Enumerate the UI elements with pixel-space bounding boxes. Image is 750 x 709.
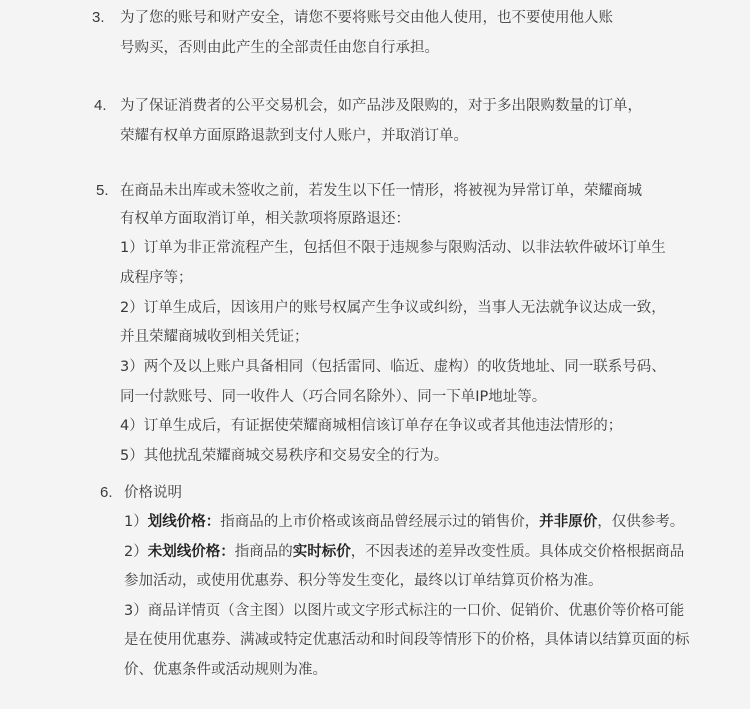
uncrossed-price-term: 未划线价格： — [147, 544, 235, 560]
item-5-sub-3-line-1: 3）两个及以上账户具备相同（包括雷同、临近、虚构）的收货地址、同一联系号码、 — [120, 359, 666, 375]
price-note-1 — [124, 512, 684, 532]
price-note-3-line-3: 价、优惠条件或活动规则为准。 — [124, 662, 327, 678]
price-note-2-line-2: 参加活动，或使用优惠券、积分等发生变化，最终以订单结算页价格为准。 — [124, 573, 603, 589]
item-6-number: 6. — [100, 484, 113, 501]
item-5-sub-2-line-1: 2）订单生成后，因该用户的账号权属产生争议或纠纷，当事人无法就争议达成一致， — [120, 300, 666, 316]
price-note-2-text-2: ，不因表述的差异改变性质。具体成交价格根据商品 — [350, 544, 685, 560]
crossed-price-term: 划线价格： — [147, 514, 221, 530]
item-5-sub-2-line-2: 并且荣耀商城收到相关凭证； — [120, 329, 309, 345]
price-note-1-prefix: 1） — [124, 514, 148, 530]
item-4-line-2: 荣耀有权单方面原路退款到支付人账户，并取消订单。 — [120, 128, 468, 144]
item-4-number: 4. — [94, 97, 107, 114]
price-note-1-text-1: 指商品的上市价格或该商品曾经展示过的销售价， — [220, 514, 540, 530]
item-3-line-2: 号购买，否则由此产生的全部责任由您自行承担。 — [120, 40, 439, 56]
item-5-sub-3-line-2: 同一付款账号、同一收件人（巧合同名除外）、同一下单IP地址等。 — [120, 389, 547, 405]
price-note-3-line-1: 3）商品详情页（含主图）以图片或文字形式标注的一口价、促销价、优惠价等价格可能 — [124, 603, 685, 619]
price-note-1-text-2: ，仅供参考。 — [597, 514, 685, 530]
item-5-sub-4: 4）订单生成后，有证据使荣耀商城相信该订单存在争议或者其他违法情形的； — [120, 418, 623, 434]
realtime-price-term: 实时标价 — [292, 544, 351, 560]
item-3-line-1: 为了您的账号和财产安全，请您不要将账号交由他人使用，也不要使用他人账 — [120, 10, 613, 26]
item-5-sub-5: 5）其他扰乱荣耀商城交易秩序和交易安全的行为。 — [120, 448, 449, 464]
item-5-sub-1-line-2: 成程序等； — [120, 270, 193, 286]
item-3-number: 3. — [92, 9, 105, 26]
not-original-price-term: 并非原价 — [539, 514, 598, 530]
item-5-number: 5. — [96, 182, 109, 199]
item-5-sub-1-line-1: 1）订单为非正常流程产生，包括但不限于违规参与限购活动、以非法软件破坏订单生 — [120, 240, 666, 256]
item-5-line-2: 有权单方面取消订单，相关款项将原路退还： — [120, 211, 410, 227]
item-6-title: 价格说明 — [124, 485, 182, 501]
price-note-2-prefix: 2） — [124, 544, 148, 560]
item-5-line-1: 在商品未出库或未签收之前，若发生以下任一情形，将被视为异常订单，荣耀商城 — [120, 183, 642, 199]
price-note-2-line-1 — [124, 542, 684, 562]
item-4-line-1: 为了保证消费者的公平交易机会，如产品涉及限购的，对于多出限购数量的订单， — [120, 98, 642, 114]
price-note-3-line-2: 是在使用优惠券、满减或特定优惠活动和时间段等情形下的价格，具体请以结算页面的标 — [124, 632, 690, 648]
price-note-2-text-1: 指商品的 — [234, 544, 293, 560]
